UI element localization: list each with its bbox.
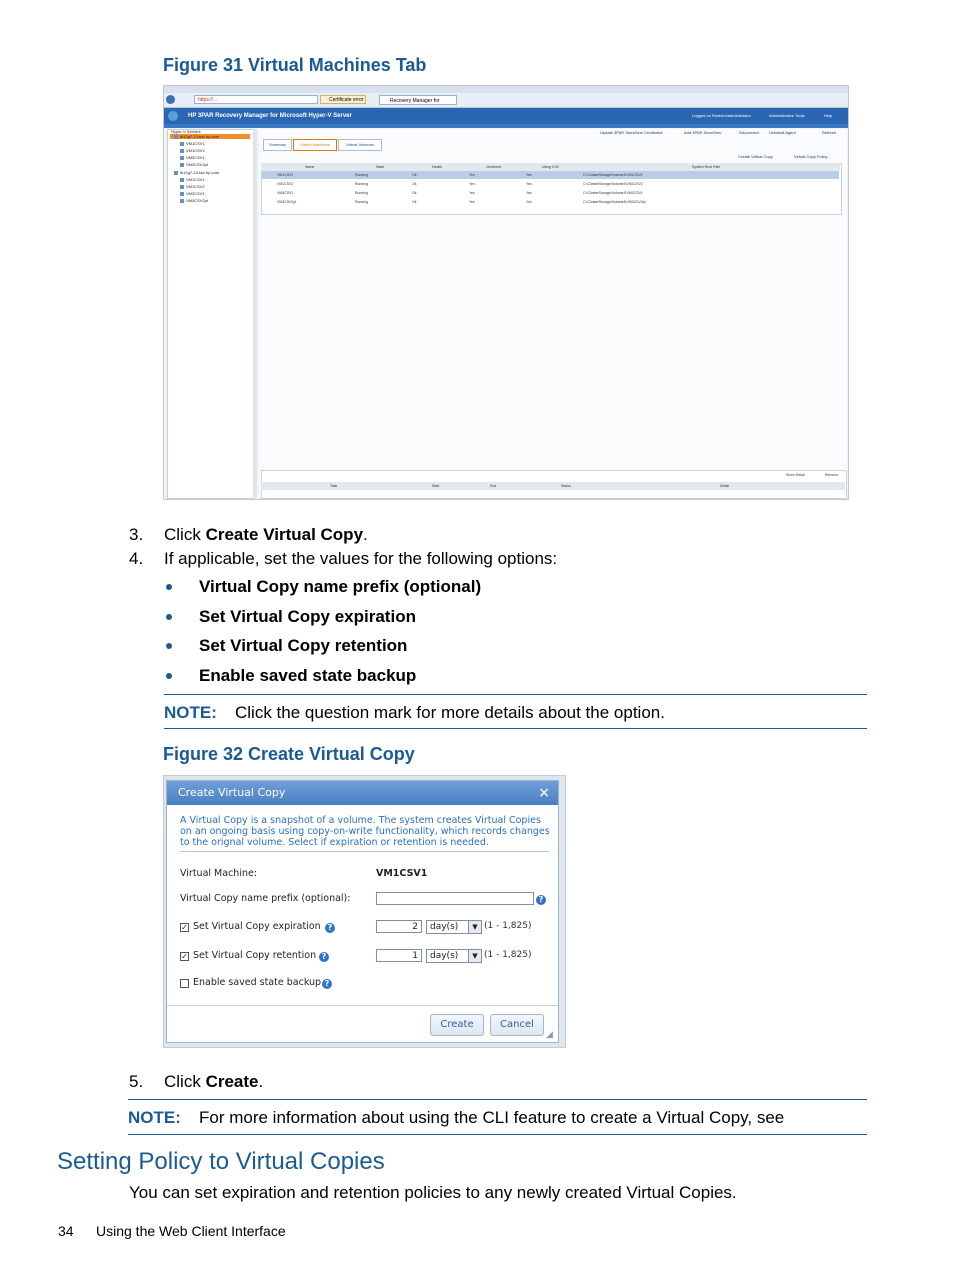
vm-icon <box>180 192 184 196</box>
dialog-title: Create Virtual Copy <box>167 781 558 805</box>
certificate-error-badge[interactable]: Certificate error <box>320 95 366 104</box>
expiration-range: (1 - 1,825) <box>484 921 532 931</box>
note-rule-bottom <box>164 728 867 729</box>
refresh-action[interactable]: Refresh <box>822 130 837 135</box>
retention-unit-select[interactable]: day(s) ▼ <box>426 949 482 963</box>
table-cell: Yes <box>469 182 475 186</box>
vm-icon <box>180 156 184 160</box>
create-virtual-copy-ref: Create Virtual Copy <box>205 525 364 544</box>
create-button[interactable]: Create <box>430 1014 484 1036</box>
table-cell: Yes <box>526 191 532 195</box>
table-cell: Ok <box>412 173 417 177</box>
vm-icon <box>180 185 184 189</box>
create-virtual-copy-action[interactable]: Create Virtual Copy <box>738 154 773 159</box>
table-cell[interactable]: VM1CSV1 <box>277 173 294 177</box>
tree-node-vm[interactable]: VM3CSV1 <box>180 191 205 196</box>
pane-splitter[interactable] <box>253 129 257 497</box>
column-header[interactable]: Using CSV <box>542 165 560 169</box>
table-cell: Ok <box>412 191 417 195</box>
expiration-label: Set Virtual Copy expiration <box>193 921 321 932</box>
help-icon[interactable]: ? <box>319 952 329 962</box>
bullet-icon <box>166 673 172 679</box>
column-header[interactable]: Detail <box>720 484 729 488</box>
tree-node-server-2[interactable]: ib12g7-24.ssc.hp.com <box>174 170 219 175</box>
column-header[interactable]: End <box>490 484 497 488</box>
table-cell: Running <box>355 173 369 177</box>
table-cell[interactable]: VM1CSV2 <box>277 182 294 186</box>
table-cell[interactable]: VM3CSV1 <box>277 191 294 195</box>
tree-node-vm[interactable]: VM1CSV1 <box>180 141 205 146</box>
logged-on-link[interactable]: Logged on Redisho/administrator <box>692 113 751 118</box>
browser-title-bar <box>164 86 848 93</box>
resize-grip-icon[interactable]: ◢ <box>546 1030 553 1040</box>
vm-icon <box>180 142 184 146</box>
table-cell: Yes <box>469 191 475 195</box>
dialog-description: A Virtual Copy is a snapshot of a volume. The system creates Virtual Copies on an ongoing basis using copy-on-write functionality, which records changes to the orignal volume. Select if expiration or retention is needed. <box>180 815 550 848</box>
button-divider <box>167 1005 558 1006</box>
disconnect-action[interactable]: Disconnect <box>739 130 759 135</box>
chevron-down-icon: ▼ <box>468 950 481 962</box>
virtual-machines-screenshot <box>163 85 849 500</box>
column-header[interactable]: Status <box>561 484 571 488</box>
note-rule-bottom <box>128 1134 867 1135</box>
retention-range: (1 - 1,825) <box>484 950 532 960</box>
chapter-title: Using the Web Client Interface <box>96 1223 286 1239</box>
vm-icon <box>180 149 184 153</box>
virtual-machine-value: VM1CSV1 <box>376 868 428 879</box>
tasks-grid-header <box>261 482 845 490</box>
step-number: 4. <box>129 549 144 568</box>
column-header[interactable]: Clustered <box>486 165 501 169</box>
note-text: For more information about using the CLI feature to create a Virtual Copy, see <box>199 1108 785 1127</box>
note-rule-top <box>128 1099 867 1100</box>
bullet-item: Set Virtual Copy expiration <box>199 607 416 626</box>
create-ref: Create <box>205 1072 259 1091</box>
create-virtual-copy-dialog <box>166 780 559 1043</box>
note-text: Click the question mark for more details about the option. <box>235 703 665 722</box>
server-icon <box>174 135 178 139</box>
help-icon[interactable]: ? <box>322 979 332 989</box>
tree-root[interactable]: Hyper-V Servers <box>171 129 201 134</box>
prefix-label: Virtual Copy name prefix (optional): <box>180 893 351 904</box>
column-header[interactable]: Start <box>432 484 440 488</box>
remove-action[interactable]: Remove <box>825 473 839 477</box>
hp-logo-icon <box>168 111 178 121</box>
table-cell: C:\ClusterStorage\Volume1\VM1CSV1 <box>583 173 643 177</box>
table-cell: C:\ClusterStorage\Volume3\VM3CSV1 <box>583 191 643 195</box>
table-cell: Yes <box>526 200 532 204</box>
retention-label: Set Virtual Copy retention <box>193 950 317 961</box>
column-header[interactable]: Task <box>330 484 338 488</box>
backup-label: Enable saved state backup <box>193 977 322 988</box>
bullet-item: Enable saved state backup <box>199 666 417 685</box>
divider <box>180 851 549 852</box>
tree-node-vm[interactable]: VM3CSV2pt <box>180 198 208 203</box>
help-icon[interactable]: ? <box>536 895 546 905</box>
tab-virtual-volumes[interactable]: Virtual Volumes <box>338 139 382 151</box>
column-header[interactable]: State <box>376 165 385 169</box>
step-3: Click Create Virtual Copy. <box>164 525 368 544</box>
table-cell: C:\ClusterStorage\Volume4\VM3CSV2pt <box>583 200 646 204</box>
table-cell: Yes <box>469 173 475 177</box>
tab-summary[interactable]: Summary <box>263 139 292 151</box>
table-cell: Running <box>355 182 369 186</box>
column-header[interactable]: Health <box>432 165 443 169</box>
retention-value-input[interactable]: 1 <box>376 949 422 962</box>
tree-node-vm[interactable]: VM3CSV1 <box>180 155 205 160</box>
help-link[interactable]: Help <box>824 113 833 118</box>
back-icon[interactable] <box>166 95 175 104</box>
table-cell: Running <box>355 191 369 195</box>
address-bar[interactable]: https://... <box>194 95 318 104</box>
virtual-copy-policy-action[interactable]: Virtual Copy Policy <box>794 154 828 159</box>
close-icon[interactable]: × <box>538 785 550 801</box>
bullet-icon <box>166 643 172 649</box>
section-text: You can set expiration and retention policies to any newly created Virtual Copies. <box>129 1183 737 1202</box>
table-cell: Yes <box>526 173 532 177</box>
uninstall-agent-action[interactable]: Uninstall Agent <box>769 130 796 135</box>
tree-node-vm[interactable]: VM1CSV2 <box>180 184 205 189</box>
add-storeserv-action[interactable]: Add 3PAR StoreServ <box>684 130 722 135</box>
table-cell: Ok <box>412 200 417 204</box>
show-detail-action[interactable]: Show Detail <box>786 473 805 477</box>
table-cell[interactable]: VM3CSV2pt <box>277 200 297 204</box>
chevron-down-icon: ▼ <box>468 921 481 933</box>
app-title: HP 3PAR Recovery Manager for Microsoft Hyper-V Server <box>188 113 352 119</box>
column-header[interactable]: System Root Path <box>692 165 721 169</box>
help-icon[interactable]: ? <box>325 923 335 933</box>
tree-node-server-1[interactable]: ib12g7-23.ssc.hp.com <box>174 134 219 139</box>
virtual-machine-label: Virtual Machine: <box>180 868 258 879</box>
backup-checkbox[interactable] <box>180 979 189 988</box>
step-number: 3. <box>129 525 144 544</box>
page-number: 34 <box>58 1223 74 1239</box>
table-cell: C:\ClusterStorage\Volume2\VM1CSV2 <box>583 182 643 186</box>
retention-checkbox[interactable]: ✓ <box>181 952 188 961</box>
table-cell: Running <box>355 200 369 204</box>
tab-virtual-machines[interactable]: Virtual Machines <box>293 139 337 151</box>
bullet-icon <box>166 614 172 620</box>
note-label: NOTE: <box>164 703 217 722</box>
prefix-input[interactable] <box>376 892 534 905</box>
step-number: 5. <box>129 1072 144 1091</box>
update-credential-action[interactable]: Update 3PAR StoreServ Credential <box>600 130 663 135</box>
cancel-button[interactable]: Cancel <box>490 1014 544 1036</box>
expiration-checkbox[interactable]: ✓ <box>181 923 188 932</box>
section-title: Setting Policy to Virtual Copies <box>57 1148 385 1175</box>
bullet-item: Set Virtual Copy retention <box>199 636 408 655</box>
browser-tab[interactable]: Recovery Manager for <box>379 95 457 105</box>
vm-icon <box>180 199 184 203</box>
server-icon <box>174 171 178 175</box>
figure-32-caption: Figure 32 Create Virtual Copy <box>163 744 415 764</box>
tree-node-vm[interactable]: VM1CSV1 <box>180 177 205 182</box>
tree-node-vm[interactable]: VM1CSV2 <box>180 148 205 153</box>
note-rule-top <box>164 694 867 695</box>
table-cell: Ok <box>412 182 417 186</box>
admin-tools-link[interactable]: Administrative Tools <box>769 113 805 118</box>
expiration-value-input[interactable]: 2 <box>376 920 422 933</box>
table-cell: Yes <box>526 182 532 186</box>
vm-icon <box>180 178 184 182</box>
figure-31-caption: Figure 31 Virtual Machines Tab <box>163 55 427 75</box>
step-4: If applicable, set the values for the following options: <box>164 549 558 568</box>
table-cell: Yes <box>469 200 475 204</box>
tree-node-vm[interactable]: VM3CSV2pt <box>180 162 208 167</box>
expiration-unit-select[interactable]: day(s) ▼ <box>426 920 482 934</box>
bullet-icon <box>166 584 172 590</box>
selected-row-highlight <box>262 171 839 179</box>
note-label: NOTE: <box>128 1108 181 1127</box>
step-5: Click Create. <box>164 1072 264 1091</box>
bullet-item: Virtual Copy name prefix (optional) <box>199 577 482 596</box>
header-strip <box>164 124 848 128</box>
column-header[interactable]: Name <box>305 165 315 169</box>
vm-icon <box>180 163 184 167</box>
create-virtual-copy-screenshot <box>163 775 566 1048</box>
